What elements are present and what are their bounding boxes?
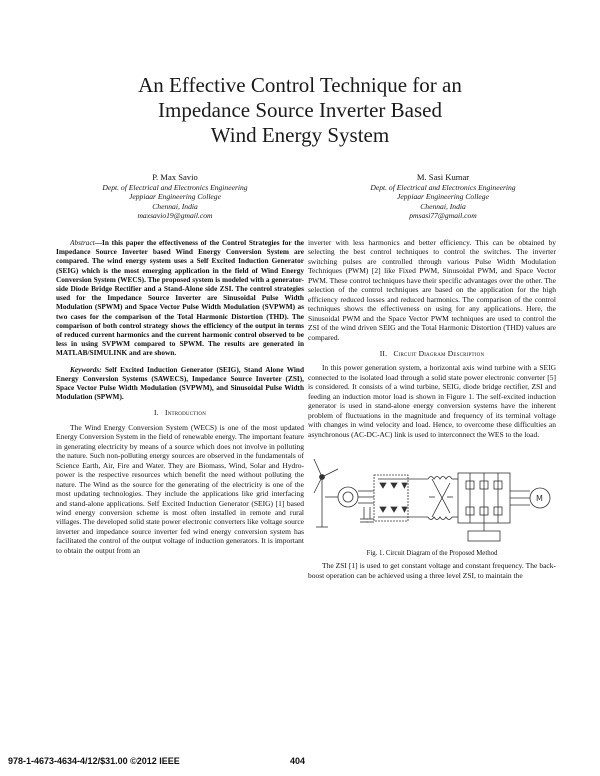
abstract-body: —In this paper the effectiveness of the Control Strategies for the Impedance Source Inverter based Wind Energy Conversion System are compared. The wind energy system uses a Self Excited Induction Generator (SEIG) which is the most emerging application in the field of Wind Energy Conversion System (WECS). The proposed system is modeled with a generator-side Diode Bridge Rectifier and a Stand-Alone side ZSI. The control strategies used for the Impedance Source Inverter are Sinusoidal Pulse Width Modulation (SPWM) and Space Vector Pulse Width Modulation (SVPWM) as two cases for the comparison of the Total Harmonic Distortion (THD). The comparison of both control strategy shows the efficiency of the output in terms of reduced current harmonics and the current harmonic control observed to be less in using SVPWM compared to SPWM. The results are generated in MATLAB/SIMULINK and are shown. (56, 238, 304, 358)
abstract (56, 238, 304, 358)
motor-load-icon (510, 488, 550, 508)
section-heading-2 (308, 349, 556, 358)
page-number: 404 (290, 756, 306, 766)
section-title: Introduction (165, 408, 207, 418)
keywords-lead: Keywords: (70, 364, 102, 374)
section-heading-1 (56, 408, 304, 417)
circuit-paragraph: In this power generation system, a horizontal axis wind turbine with a SEIG connected to the isolated load through a solid state power electronic converter [5] is considered. It consists of a wind turbine, SEIG, diode bridge rectifier, ZSI and feeding an induction motor load is shown in Figure 1. The self-excited induction generator is used in stand-alone energy conversion systems have the inherent problem of fluctuations in the magnitude and frequency of its terminal voltage with changes in wind velocity and load. Hence, to overcome these difficulties an asynchronous (AC-DC-AC) link is used to interconnect the WES to the load. (308, 363, 556, 439)
inverter-icon (458, 473, 510, 523)
wind-turbine-icon (314, 459, 338, 527)
generator-icon (325, 487, 358, 507)
author-college: Jeppiaar Engineering College (129, 192, 221, 202)
author-email: pmsasi77@gmail.com (409, 211, 477, 221)
abstract-lead: Abstract (70, 238, 95, 247)
title-line-1: An Effective Control Technique for an (138, 73, 462, 97)
keywords-body: Self Excited Induction Generator (SEIG), Stand Alone Wind Energy Conversion Systems (SAWECS), Impedance Source Inverter (ZSI), Space Vector Pulse Width Modulation (SVPWM), and Sinusoidal Pulse Width Modulation (SPWM). (56, 364, 304, 402)
capacitor-bank-icon (358, 491, 374, 522)
right-column (308, 238, 556, 580)
impedance-network-icon (408, 477, 458, 520)
author-city: Chennai, India (420, 201, 466, 211)
author-name: P. Max Savio (152, 172, 198, 182)
left-column (56, 238, 304, 555)
author-city: Chennai, India (152, 201, 198, 211)
circuit-diagram-figure (308, 447, 556, 545)
author-block-2 (318, 172, 568, 221)
intro-continuation: inverter with less harmonics and better efficiency. This can be obtained by selecting the best control techniques to control the switches. The inverter switching pulses are controlled through various Pulse Width Modulation Techniques (PWM) [2] like Fixed PWM, Sinusoidal PWM, and Space Vector PWM. These control techniques have their specific advantages over the other. The selection of the control techniques are based on the application for the high efficiency reduced losses and reduced harmonics. The comparison of the control techniques shows the effectiveness on using for any applications. Here, the Sinusoidal PWM and the Space Vector PWM techniques are used to control the ZSI of the wind driven SEIG and the Total Harmonic Distortion (THD) values are compared. (308, 238, 556, 342)
circuit-diagram (308, 447, 556, 545)
author-dept: Dept. of Electrical and Electronics Engineering (370, 183, 516, 192)
paper-title (40, 73, 560, 148)
section-number: II. (379, 348, 388, 358)
control-block-icon (468, 523, 500, 541)
author-name: M. Sasi Kumar (416, 172, 470, 182)
title-line-3: Wind Energy System (210, 123, 390, 147)
section-title: Circuit Diagram Description (393, 348, 485, 358)
footer-copyright: 978-1-4673-4634-4/12/$31.00 ©2012 IEEE (8, 756, 180, 766)
keywords (56, 365, 304, 402)
diode-bridge-icon (374, 475, 408, 521)
title-line-2: Impedance Source Inverter Based (158, 98, 442, 122)
svg-text:M: M (536, 494, 543, 504)
zsi-paragraph: The ZSI [1] is used to get constant voltage and constant frequency. The back-boost operation can be achieved using a three level ZSI, to maintain the (308, 561, 556, 580)
author-block-1 (50, 172, 300, 221)
section-number: I. (153, 408, 159, 418)
intro-paragraph: The Wind Energy Conversion System (WECS) is one of the most updated Energy Conversion System in the field of renewable energy. The important feature in generating electricity by means of a source which does not involve in polluting the nature. Such non-polluting energy sources are observed in the fundamentals of Science Earth, Air, Fire and Water. They are Biomass, Wind, Solar and Hydro-power is the respective resources which benefit the need without polluting the nature. The Wind as the source for the generating of the electricity is one of the most updating technologies. They include the applications like grid interfacing and stand-alone applications. Self Excited Induction Generator (SEIG) [1] based wind energy conversion scheme is most often installed in remote and rural villages. The developed solid state power electronic converters like voltage source inverter and impedance source inverter fed wind energy conversion system has facilitated the control of the output voltage of induction generators. It is important to obtain the output from an (56, 422, 304, 555)
figure-caption: Fig. 1. Circuit Diagram of the Proposed Method (366, 550, 498, 558)
author-email: maxsavio19@gmail.com (137, 211, 213, 221)
author-dept: Dept. of Electrical and Electronics Engineering (102, 183, 248, 192)
author-college: Jeppiaar Engineering College (397, 192, 489, 202)
